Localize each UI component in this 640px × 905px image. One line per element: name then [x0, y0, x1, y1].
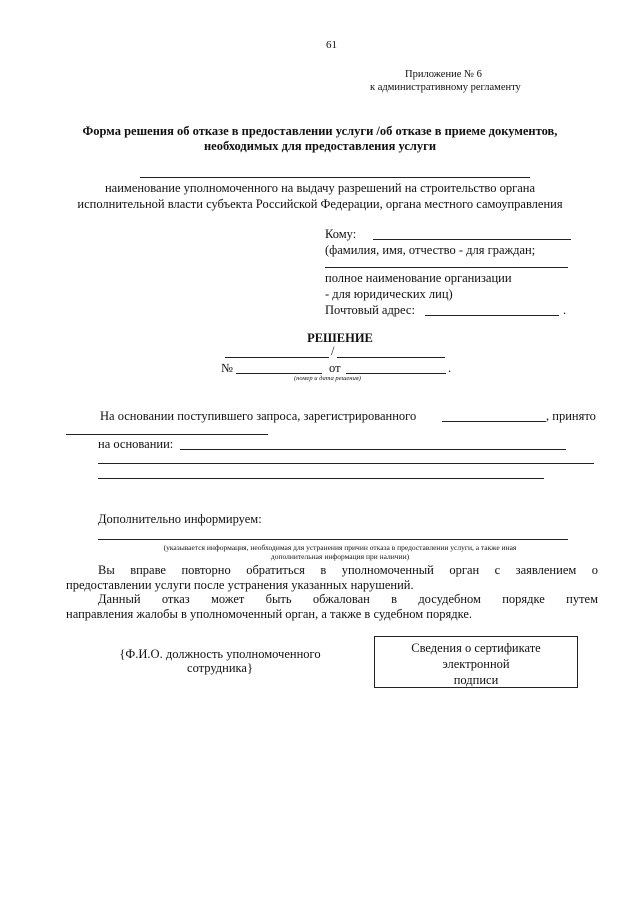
decision-field-left[interactable] — [225, 357, 329, 358]
to-field[interactable] — [373, 239, 571, 240]
basis-accepted: , принято — [546, 409, 596, 423]
fio-hint: (фамилия, имя, отчество - для граждан; — [325, 243, 536, 257]
decision-content-field[interactable] — [66, 434, 268, 435]
authority-hint-line-2: исполнительной власти субъекта Российской Федерации, органа местного самоуправления — [77, 197, 563, 211]
postal-label: Почтовый адрес: — [325, 303, 415, 317]
basis-field-3[interactable] — [98, 478, 544, 479]
decision-number-label: № — [221, 361, 233, 375]
to-label: Кому: — [325, 227, 357, 241]
additional-hint-1: (указывается информация, необходимая для устранения причин отказа в предоставлении услуги, а также иная — [163, 543, 517, 552]
decision-end-dot: . — [448, 361, 452, 375]
org-field[interactable] — [325, 267, 568, 268]
org-hint-1: полное наименование организации — [325, 271, 512, 285]
additional-label: Дополнительно информируем: — [98, 512, 262, 526]
decision-number-field[interactable] — [236, 373, 322, 374]
official-name-2: сотрудника} — [187, 661, 253, 675]
registration-field[interactable] — [442, 421, 546, 422]
postal-field[interactable] — [425, 315, 559, 316]
authority-hint-line-1: наименование уполномоченного на выдачу разрешений на строительство органа — [104, 181, 536, 195]
basis-text-1: На основании поступившего запроса, зарегистрированного — [100, 409, 417, 423]
appendix-number: Приложение № 6 — [405, 69, 482, 80]
certificate-line-3: подписи — [453, 673, 499, 687]
decision-from-label: от — [329, 361, 341, 375]
decision-slash: / — [331, 344, 335, 358]
appeal-text-2: направления жалобы в уполномоченный орган, а также в судебном порядке. — [66, 607, 473, 621]
official-name-1: {Ф.И.О. должность уполномоченного — [119, 647, 321, 661]
basis-field-2[interactable] — [98, 463, 594, 464]
appendix-regulation: к административному регламенту — [370, 82, 521, 93]
postal-end: . — [563, 303, 567, 317]
page-number: 61 — [326, 39, 337, 51]
decision-field-right[interactable] — [337, 357, 445, 358]
decision-hint: (номер и дата решения) — [294, 375, 361, 382]
right-text-2: предоставлении услуги после устранения указанных нарушений. — [66, 578, 414, 592]
right-text-1: Вы вправе повторно обратиться в уполномоченный орган с заявлением о — [98, 563, 598, 577]
form-title-line-1: Форма решения об отказе в предоставлении услуги /об отказе в приеме документов, — [82, 124, 558, 138]
form-title-line-2: необходимых для предоставления услуги — [203, 139, 437, 153]
basis-text-2: на основании: — [98, 437, 174, 451]
decision-date-field[interactable] — [346, 373, 446, 374]
authority-underline — [140, 177, 530, 178]
basis-field-1[interactable] — [180, 449, 566, 450]
certificate-line-2: электронной — [442, 657, 510, 671]
decision-title: РЕШЕНИЕ — [307, 331, 373, 345]
certificate-line-1: Сведения о сертификате — [411, 641, 541, 655]
additional-hint-2: дополнительная информация при наличии) — [270, 552, 410, 561]
additional-field[interactable] — [98, 539, 568, 540]
certificate-box — [374, 636, 578, 688]
org-hint-2: - для юридических лиц) — [325, 287, 453, 301]
appeal-text-1: Данный отказ может быть обжалован в досудебном порядке путем — [98, 592, 598, 606]
